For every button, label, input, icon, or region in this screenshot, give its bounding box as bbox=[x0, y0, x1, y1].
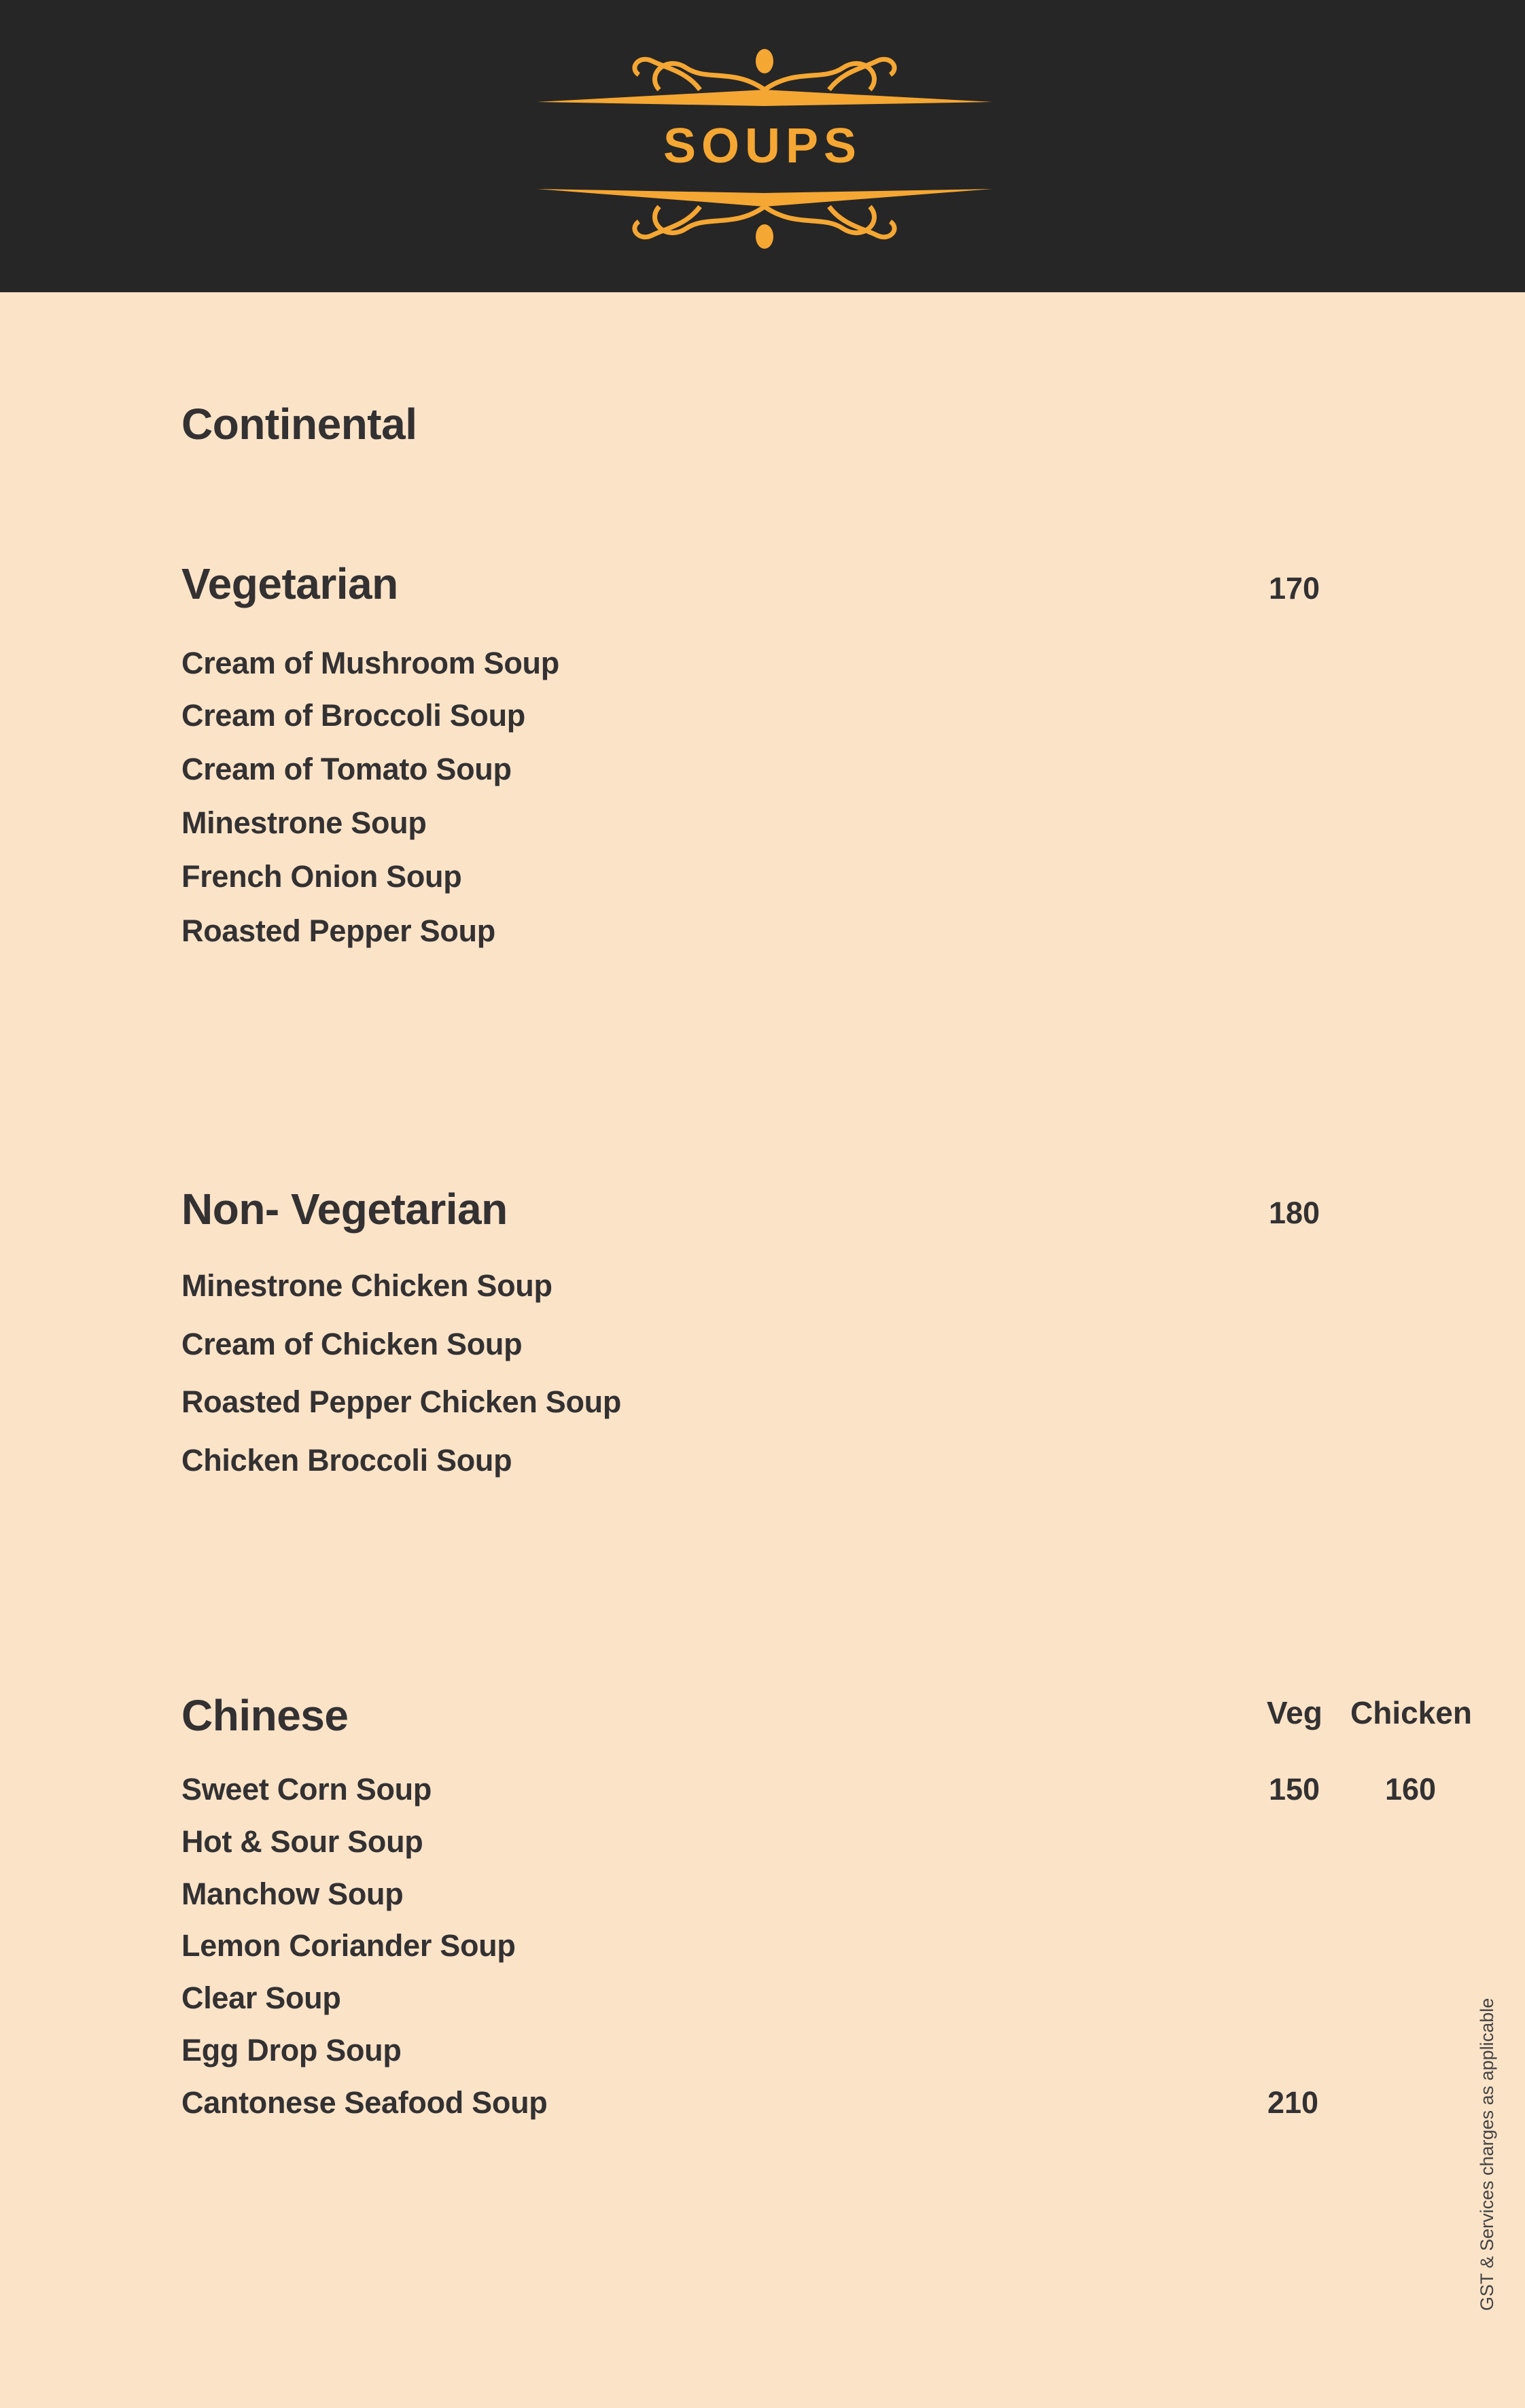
column-header-veg: Veg bbox=[1267, 1695, 1322, 1730]
column-header-chicken: Chicken bbox=[1350, 1695, 1472, 1730]
menu-item: French Onion Soup bbox=[181, 859, 462, 894]
menu-item: Clear Soup bbox=[181, 1981, 341, 2015]
menu-item: Manchow Soup bbox=[181, 1877, 404, 1911]
price-chinese-chicken: 160 bbox=[1385, 1772, 1437, 1807]
section-title-continental: Continental bbox=[181, 400, 417, 449]
price-cantonese-seafood: 210 bbox=[1267, 2085, 1319, 2120]
menu-item: Cream of Tomato Soup bbox=[181, 752, 512, 786]
menu-item: Sweet Corn Soup bbox=[181, 1772, 432, 1807]
tax-note: GST & Services charges as applicable bbox=[1477, 1997, 1497, 2311]
menu-item: Minestrone Chicken Soup bbox=[181, 1268, 553, 1303]
menu-item: Cream of Chicken Soup bbox=[181, 1327, 523, 1361]
price-chinese-veg: 150 bbox=[1269, 1772, 1320, 1807]
menu-item: Lemon Coriander Soup bbox=[181, 1928, 516, 1963]
menu-item: Egg Drop Soup bbox=[181, 2033, 402, 2067]
menu-item: Hot & Sour Soup bbox=[181, 1824, 423, 1859]
menu-item: Minestrone Soup bbox=[181, 805, 427, 840]
price-non-vegetarian: 180 bbox=[1269, 1196, 1320, 1230]
menu-item: Cream of Mushroom Soup bbox=[181, 646, 559, 680]
section-title-chinese: Chinese bbox=[181, 1691, 349, 1740]
menu-item: Roasted Pepper Soup bbox=[181, 913, 495, 948]
menu-item: Cream of Broccoli Soup bbox=[181, 698, 525, 733]
subsection-title-non-vegetarian: Non- Vegetarian bbox=[181, 1185, 508, 1234]
menu-item: Chicken Broccoli Soup bbox=[181, 1443, 512, 1478]
page-title: SOUPS bbox=[663, 119, 862, 173]
header-banner bbox=[0, 0, 1525, 292]
menu-item: Roasted Pepper Chicken Soup bbox=[181, 1384, 622, 1419]
price-vegetarian: 170 bbox=[1269, 571, 1320, 606]
subsection-title-vegetarian: Vegetarian bbox=[181, 559, 398, 608]
menu-item: Cantonese Seafood Soup bbox=[181, 2085, 548, 2120]
